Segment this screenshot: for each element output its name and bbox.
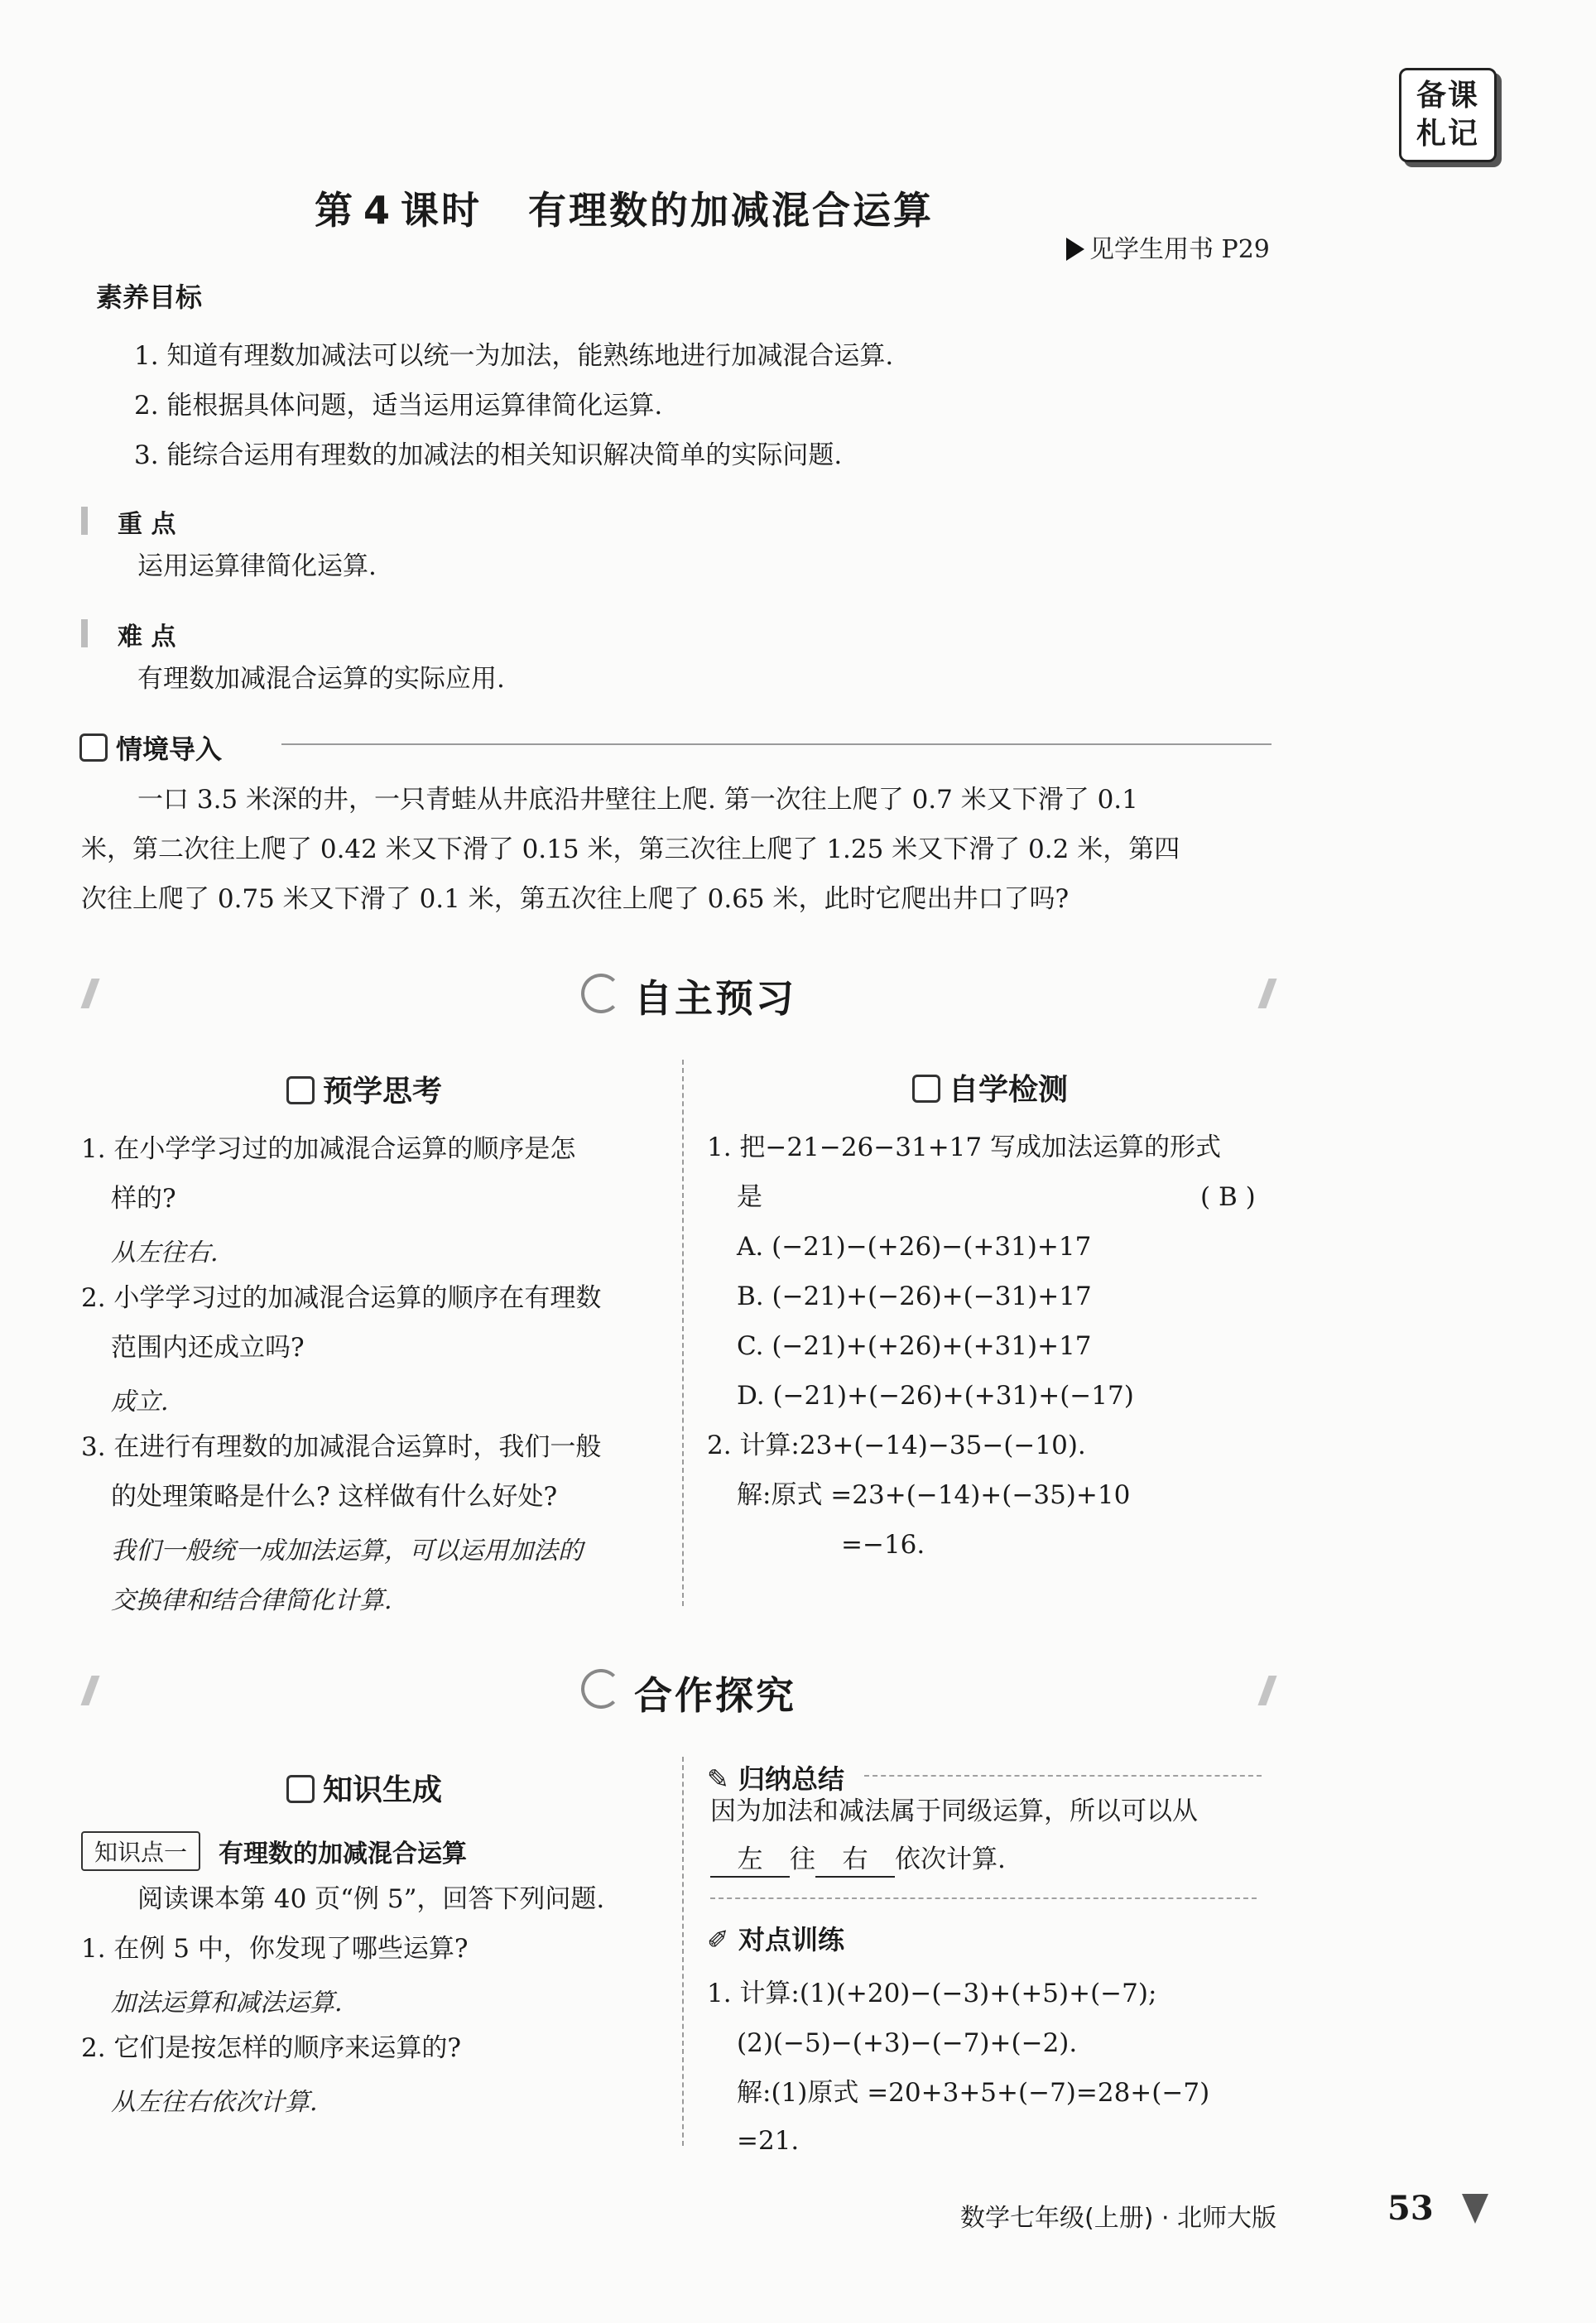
intro-line-1: 一口 3.5 米深的井，一只青蛙从井底沿井壁往上爬. 第一次往上爬了 0.7 米又下滑了 0.1 (137, 785, 1138, 815)
summary-mid: 往 (790, 1844, 815, 1874)
option-b: B. (−21)+(−26)+(−31)+17 (737, 1282, 1092, 1311)
preview-q3-line2: 的处理策略是什么? 这样做有什么好处? (111, 1482, 558, 1512)
summary-heading-text: 归纳总结 (738, 1763, 844, 1795)
knowledge-a1: 加法运算和减法运算. (111, 1989, 343, 2018)
selfcheck-sol-line2: =−16. (841, 1530, 925, 1560)
section2-title: 合作探究 (634, 1673, 796, 1718)
section2-right-mark (1257, 1676, 1276, 1705)
practice-q1b: (2)(−5)−(+3)−(−7)+(−2). (737, 2028, 1078, 2058)
title-suffix: 课时 (401, 188, 483, 233)
selfcheck-sol-line1: 解:原式 =23+(−14)+(−35)+10 (737, 1480, 1131, 1510)
goal-item-3: 3. 能综合运用有理数的加减法的相关知识解决简单的实际问题. (134, 440, 843, 470)
selfcheck-q1-answer: ( B ) (1200, 1182, 1256, 1212)
difficult-heading: 难 点 (118, 623, 176, 652)
option-d: D. (−21)+(−26)+(+31)+(−17) (737, 1381, 1134, 1411)
difficult-bar (81, 619, 88, 647)
goal-item-1: 1. 知道有理数加减法可以统一为加法，能熟练地进行加减混合运算. (134, 341, 894, 371)
knowledge-read: 阅读课本第 40 页“例 5”，回答下列问题. (137, 1884, 605, 1914)
title-topic: 有理数的加减混合运算 (528, 188, 935, 233)
preview-a3-line2: 交换律和结合律简化计算. (111, 1586, 392, 1615)
section1-title: 自主预习 (634, 976, 796, 1021)
selfcheck-q1-line1: 1. 把−21−26−31+17 写成加法运算的形式 (707, 1133, 1221, 1162)
title-prefix: 第 (315, 188, 355, 233)
footer-book: 数学七年级(上册) · 北师大版 (960, 2204, 1277, 2233)
lesson-title (315, 180, 934, 235)
intro-heading-text: 情境导入 (116, 733, 223, 765)
preview-q3-line1: 3. 在进行有理数的加减混合运算时，我们一般 (81, 1432, 602, 1462)
selfcheck-q1-line2: 是 (737, 1182, 762, 1212)
summary-line1: 因为加法和减法属于同级运算，所以可以从 (710, 1796, 1198, 1826)
triangle-icon (1066, 238, 1084, 261)
intro-line-3: 次往上爬了 0.75 米又下滑了 0.1 米，第五次往上爬了 0.65 米，此时它爬出井口了吗? (81, 884, 1070, 914)
explore-icon (581, 1669, 621, 1709)
knowledge-point-row (81, 1831, 467, 1871)
summary-blank2: 右 (815, 1843, 895, 1878)
corner-mark-icon (1462, 2194, 1488, 2224)
knowledge-tag-title: 有理数的加减混合运算 (219, 1840, 468, 1868)
option-c: C. (−21)+(+26)+(+31)+17 (737, 1331, 1092, 1361)
knowledge-heading (286, 1767, 442, 1809)
title-number: 4 (363, 188, 393, 233)
goals-heading: 素养目标 (96, 281, 203, 313)
selfcheck-heading-text: 自学检测 (949, 1073, 1069, 1107)
preview-q2-line2: 范围内还成立吗? (111, 1333, 305, 1363)
goal-item-2: 2. 能根据具体问题，适当运用运算律简化运算. (134, 391, 663, 421)
preview-a2: 成立. (111, 1388, 169, 1416)
intro-rule (281, 743, 1272, 745)
column-divider-1 (682, 1060, 684, 1606)
preview-q2-line1: 2. 小学学习过的加减混合运算的顺序在有理数 (81, 1283, 602, 1313)
preview-q1-line2: 样的? (111, 1184, 176, 1214)
knowledge-a2: 从左往右依次计算. (111, 2088, 318, 2117)
selfcheck-heading (912, 1066, 1068, 1109)
pen-icon: ✐ (707, 1924, 729, 1955)
column-divider-2 (682, 1757, 684, 2146)
intro-heading (79, 729, 222, 767)
summary-blank1: 左 (710, 1843, 790, 1878)
key-text: 运用运算律简化运算. (137, 551, 377, 581)
check-icon (912, 1075, 940, 1103)
summary-top-rule (864, 1775, 1262, 1777)
preview-heading-text: 预学思考 (323, 1075, 443, 1109)
pencil-icon: ✎ (707, 1763, 729, 1795)
preview-heading (286, 1068, 442, 1110)
knowledge-q2: 2. 它们是按怎样的顺序来运算的? (81, 2033, 462, 2063)
student-book-ref (1066, 228, 1270, 265)
practice-q1: 1. 计算:(1)(+20)−(−3)+(+5)+(−7); (707, 1979, 1157, 2008)
practice-sol-line1: 解:(1)原式 =20+3+5+(−7)=28+(−7) (737, 2078, 1210, 2108)
selfcheck-q2: 2. 计算:23+(−14)−35−(−10). (707, 1431, 1086, 1460)
summary-heading (707, 1758, 844, 1796)
badge-line-2: 札记 (1416, 117, 1479, 151)
practice-heading (707, 1919, 844, 1957)
scene-icon (79, 733, 108, 762)
key-bar (81, 507, 88, 535)
section2-left-mark (80, 1676, 99, 1705)
think-icon (286, 1076, 315, 1104)
preview-a3-line1: 我们一般统一成加法运算，可以运用加法的 (111, 1537, 583, 1566)
practice-heading-text: 对点训练 (738, 1924, 844, 1955)
difficult-text: 有理数加减混合运算的实际应用. (137, 664, 505, 694)
summary-end: 依次计算. (895, 1844, 1006, 1874)
knowledge-icon (286, 1775, 315, 1803)
key-heading: 重 点 (118, 510, 176, 539)
page-number: 53 (1387, 2189, 1434, 2228)
preview-a1: 从左往右. (111, 1238, 219, 1267)
intro-line-2: 米，第二次往上爬了 0.42 米又下滑了 0.15 米，第三次往上爬了 1.25 米又下滑了 0.2 米，第四 (81, 834, 1180, 864)
notes-badge (1399, 68, 1497, 162)
knowledge-heading-text: 知识生成 (323, 1773, 443, 1807)
knowledge-q1: 1. 在例 5 中，你发现了哪些运算? (81, 1934, 469, 1964)
section1-right-mark (1257, 979, 1276, 1008)
badge-line-1: 备课 (1416, 79, 1479, 113)
section1-left-mark (80, 979, 99, 1008)
preview-q1-line1: 1. 在小学学习过的加减混合运算的顺序是怎 (81, 1134, 576, 1164)
summary-bottom-rule (710, 1897, 1257, 1899)
ref-text: 见学生用书 P29 (1089, 235, 1270, 264)
practice-sol-line2: =21. (737, 2126, 800, 2156)
knowledge-tag: 知识点一 (81, 1831, 200, 1871)
option-a: A. (−21)−(+26)−(+31)+17 (737, 1232, 1092, 1262)
search-icon (581, 974, 621, 1013)
summary-line2 (710, 1843, 1006, 1878)
